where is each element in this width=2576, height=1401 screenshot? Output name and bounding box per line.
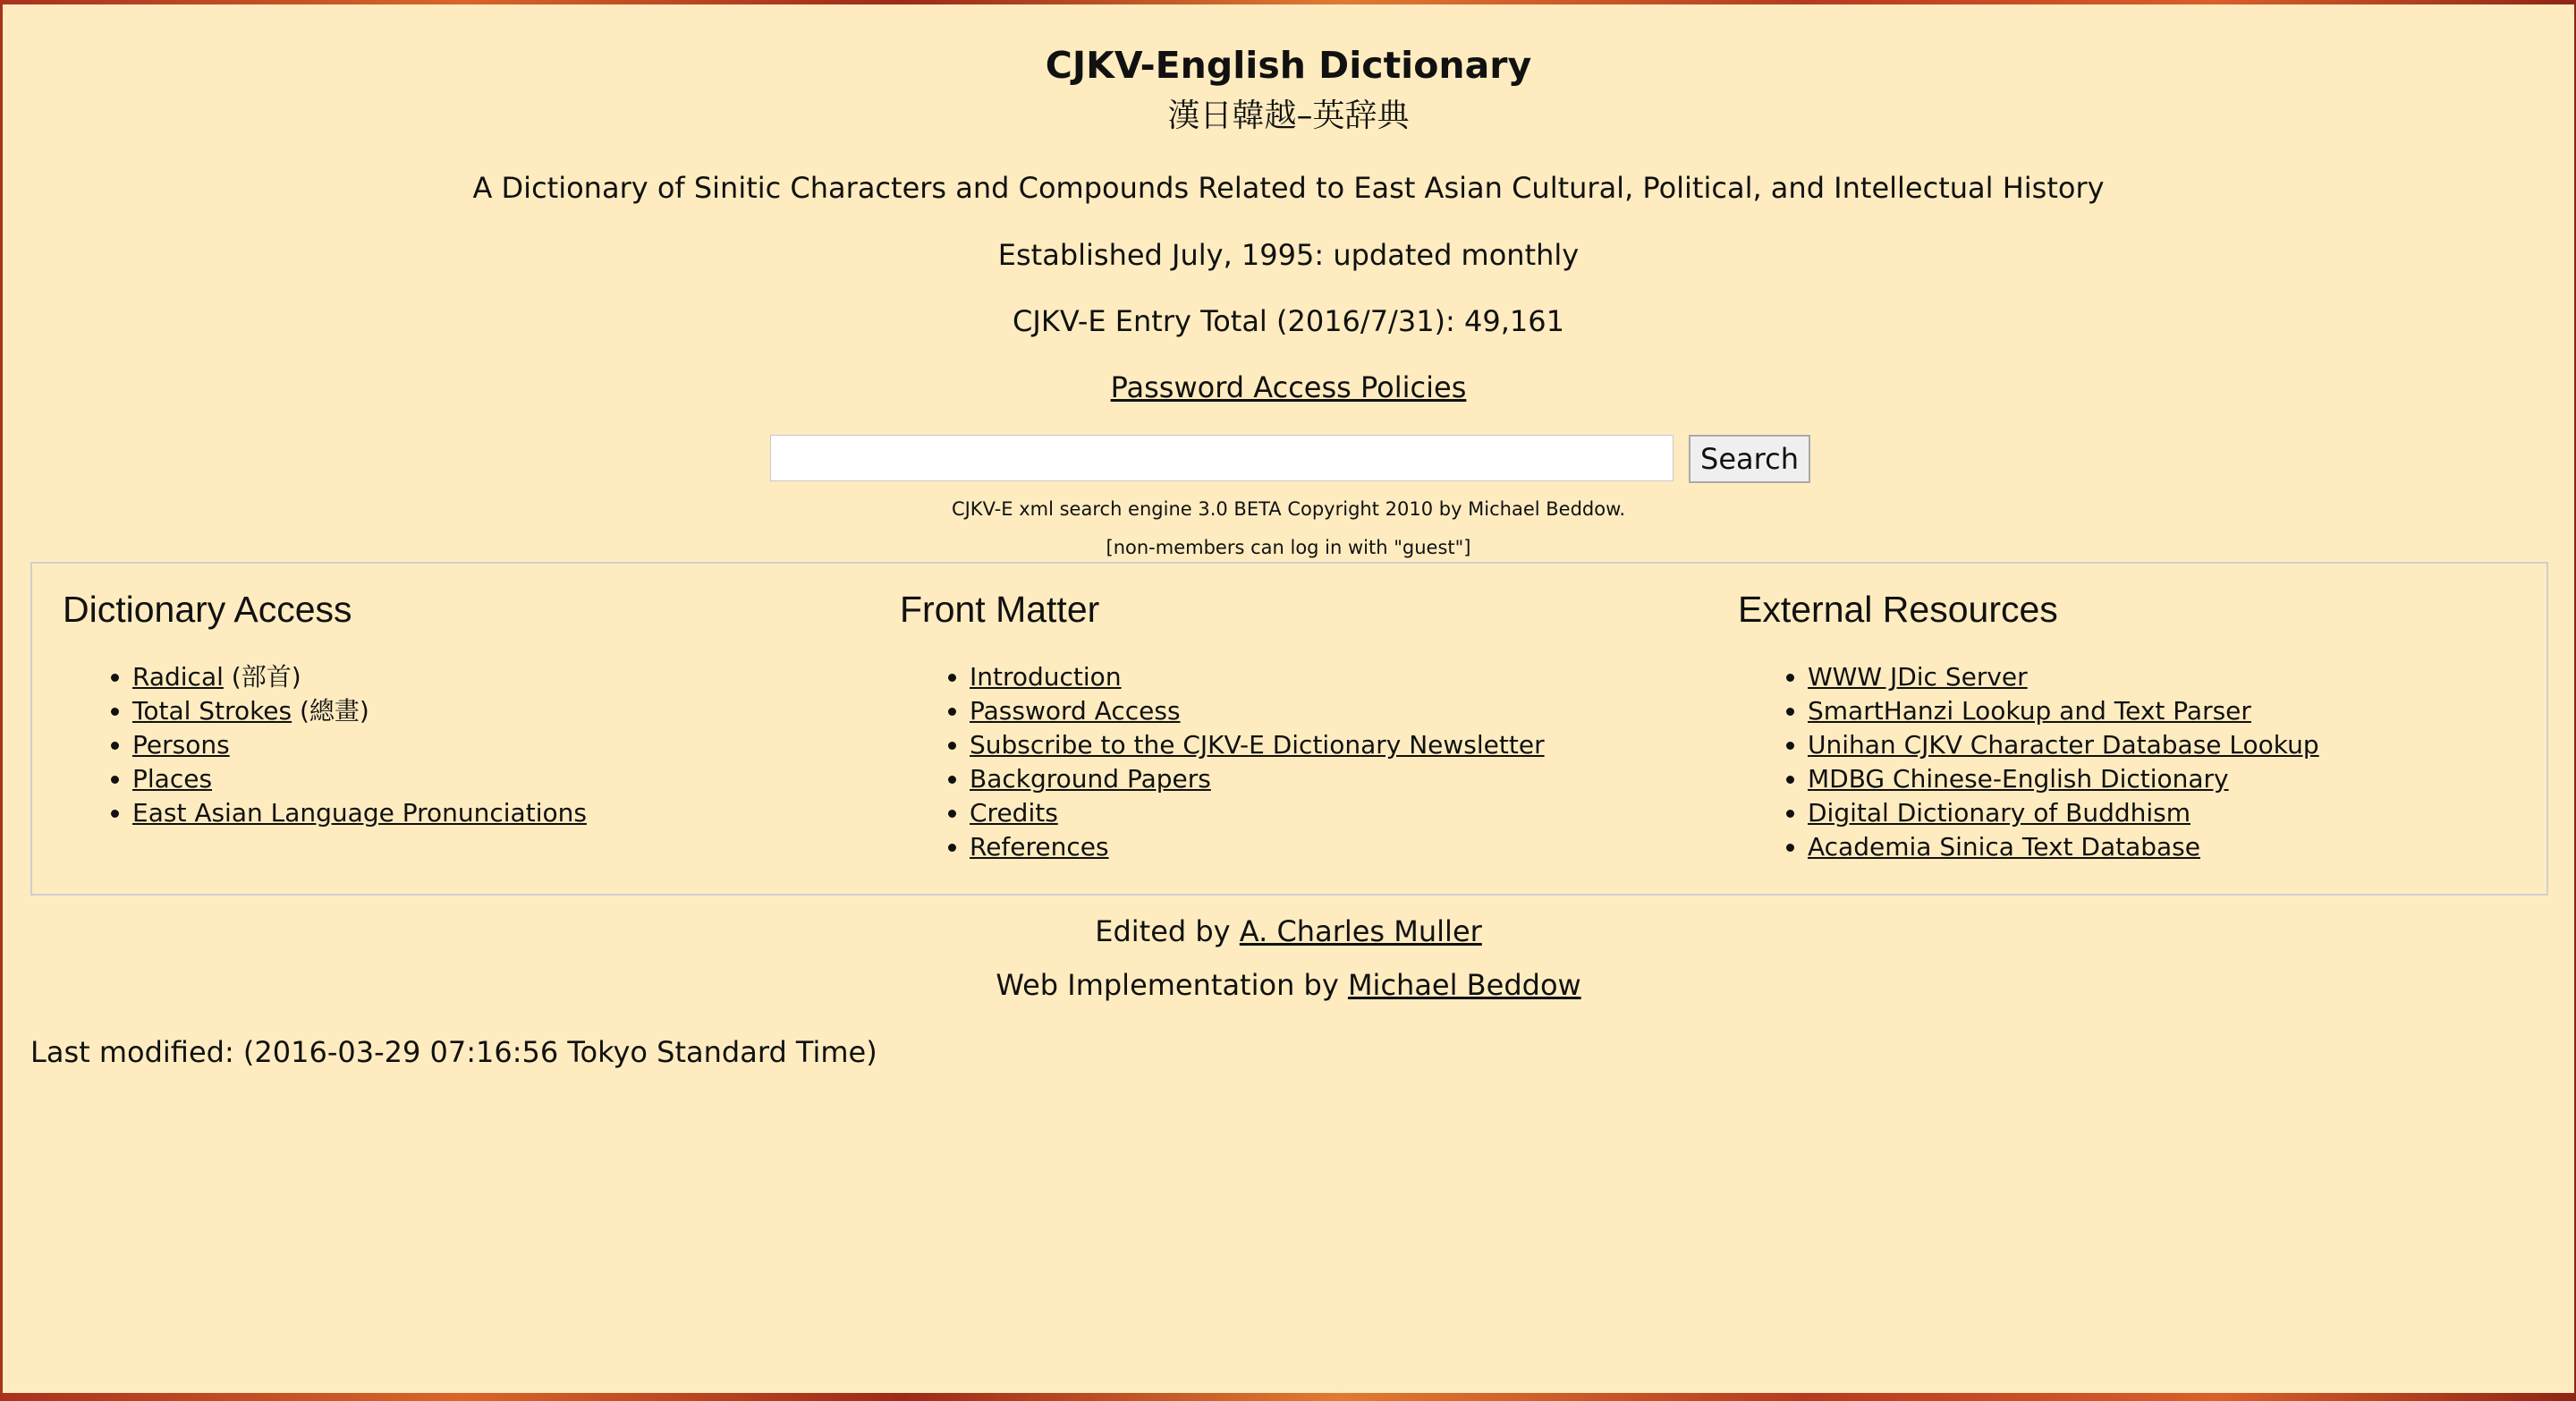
dictionary-access-list [61,660,587,830]
list-item [132,728,587,762]
external-resources-list [1736,660,2319,864]
total-strokes-link[interactable]: Total Strokes [132,696,292,726]
total-strokes-cjk-label: (總畫) [292,696,369,726]
list-item [132,796,587,830]
list-item [1808,694,2319,728]
list-item [1808,660,2319,694]
policies-row [3,370,2574,404]
tagline: A Dictionary of Sinitic Characters and Compounds Related to East Asian Cultural, Political, and Intellectual History [472,171,2105,205]
edited-by-label: Edited by [1095,914,1240,948]
introduction-link[interactable]: Introduction [970,662,1122,692]
list-item [970,660,1545,694]
last-modified: Last modified: (2016-03-29 07:16:56 Tokyo Standard Time) [30,1035,877,1069]
list-item [970,694,1545,728]
search-form [3,432,2574,484]
newsletter-subscribe-link[interactable]: Subscribe to the CJKV-E Dictionary Newsletter [970,730,1545,760]
pronunciations-link[interactable]: East Asian Language Pronunciations [132,798,587,828]
web-implementation-label: Web Implementation by [996,968,1348,1002]
password-access-policies-link[interactable]: Password Access Policies [1110,370,1467,404]
search-input[interactable] [770,435,1674,481]
search-button[interactable]: Search [1689,435,1810,483]
references-link[interactable]: References [970,832,1109,862]
dictionary-access-heading: Dictionary Access [63,589,352,630]
list-item [132,762,587,796]
resources-panel [30,562,2548,896]
web-implementer-link[interactable]: Michael Beddow [1347,968,1581,1002]
entry-total: CJKV-E Entry Total (2016/7/31): 49,161 [1013,304,1564,338]
list-item [970,762,1545,796]
places-link[interactable]: Places [132,764,213,794]
front-matter-heading: Front Matter [900,589,1100,630]
credits-link[interactable]: Credits [970,798,1058,828]
established-note: Established July, 1995: updated monthly [997,238,1580,272]
list-item [132,694,587,728]
list-item [1808,728,2319,762]
list-item [970,796,1545,830]
editor-link[interactable]: A. Charles Muller [1239,914,1482,948]
page-subtitle-cjk: 漢日韓越–英辞典 [1167,98,1410,134]
radical-link[interactable]: Radical [132,662,224,692]
list-item [1808,796,2319,830]
list-item [970,830,1545,864]
background-papers-link[interactable]: Background Papers [970,764,1211,794]
password-access-link[interactable]: Password Access [970,696,1181,726]
academia-sinica-link[interactable]: Academia Sinica Text Database [1808,832,2200,862]
list-item [1808,830,2319,864]
external-resources-heading: External Resources [1738,589,2058,630]
edited-by-line [3,914,2574,948]
persons-link[interactable]: Persons [132,730,230,760]
unihan-lookup-link[interactable]: Unihan CJKV Character Database Lookup [1808,730,2319,760]
digital-buddhism-dictionary-link[interactable]: Digital Dictionary of Buddhism [1808,798,2190,828]
list-item [970,728,1545,762]
list-item [132,660,587,694]
list-item [1808,762,2319,796]
front-matter-list [898,660,1545,864]
guest-login-note: [non-members can log in with "guest"] [1106,537,1471,558]
page-content [3,4,2574,1393]
jdic-server-link[interactable]: WWW JDic Server [1808,662,2028,692]
radical-cjk-label: (部首) [223,662,301,692]
web-implementation-line [3,968,2574,1002]
smarthanzi-link[interactable]: SmartHanzi Lookup and Text Parser [1808,696,2251,726]
mdbg-dictionary-link[interactable]: MDBG Chinese-English Dictionary [1808,764,2229,794]
search-engine-copyright: CJKV-E xml search engine 3.0 BETA Copyright 2010 by Michael Beddow. [951,498,1626,520]
page-title: CJKV-English Dictionary [1045,44,1532,87]
